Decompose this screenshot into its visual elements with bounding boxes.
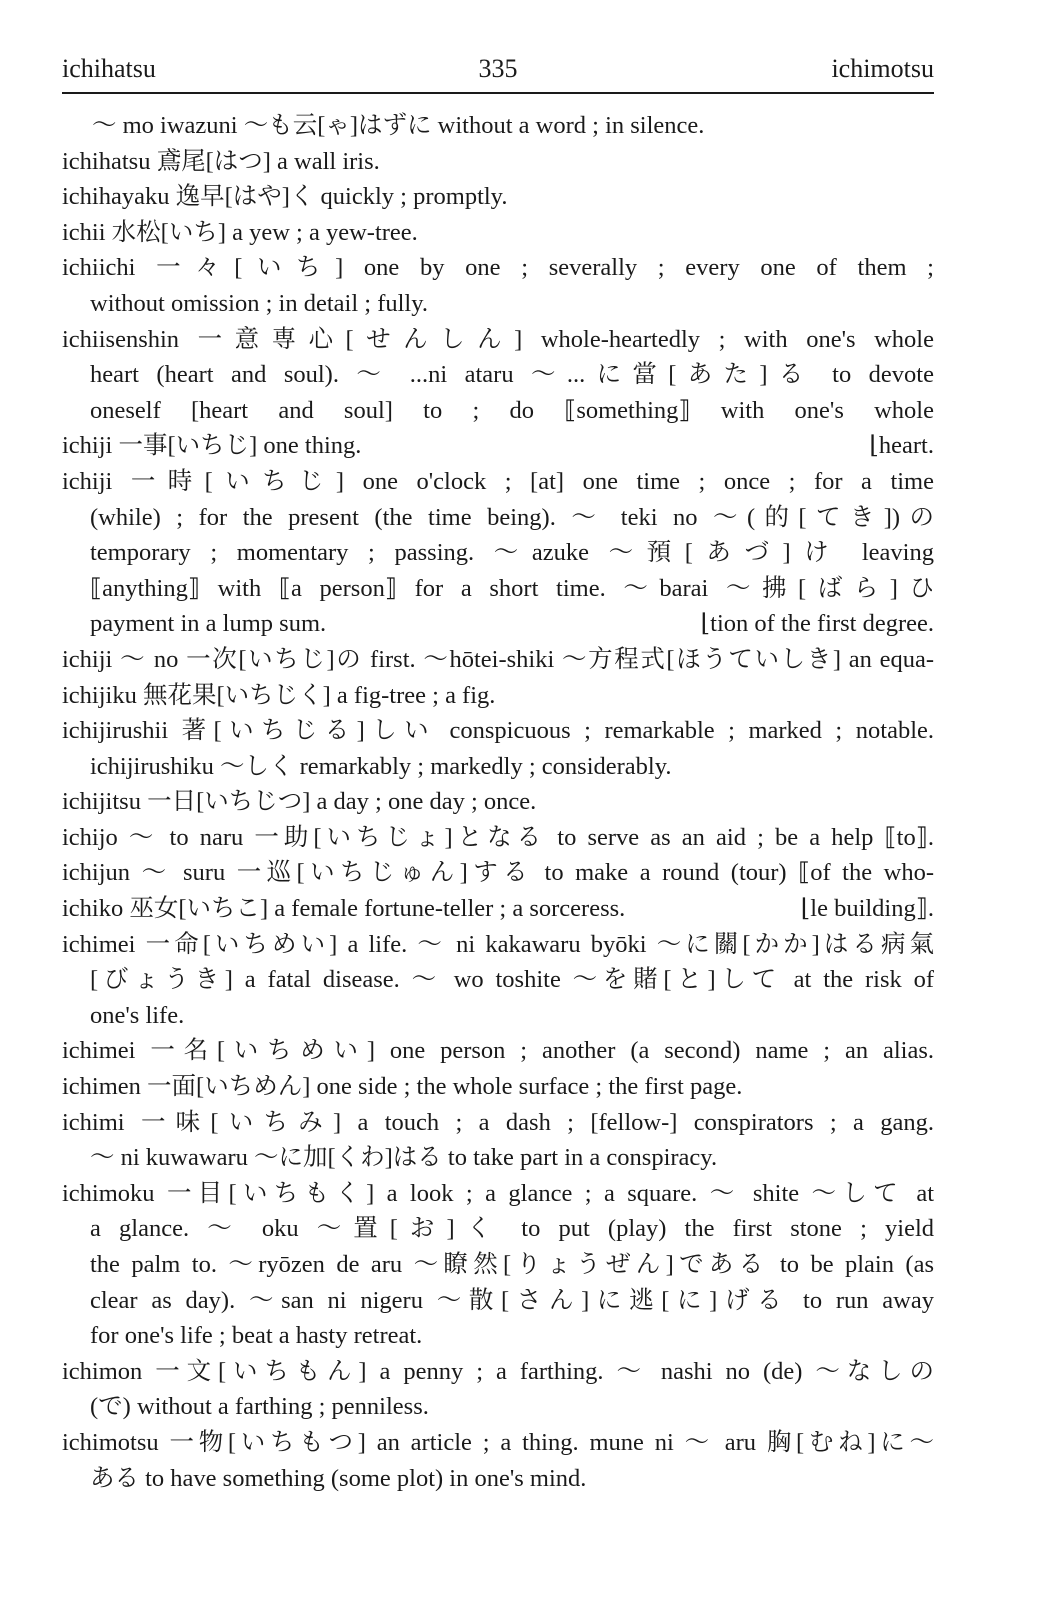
entry-text: heart (heart and soul). ～ ...ni ataru ～...に當[あた]る to devote (90, 361, 934, 389)
entry-line (62, 1069, 934, 1105)
entry-text: ichiko 巫女[いちこ] a female fortune-teller ; a sorceress. (62, 895, 626, 923)
entry-text: ichijitsu 一日[いちじつ] a day ; one day ; once. (62, 788, 537, 816)
entry-line (62, 571, 934, 607)
entry-text: a glance. ～ oku ～置[お]く to put (play) the first stone ; yield (90, 1215, 934, 1243)
entry-text: ichijirushii 著[いちじる]しい conspicuous ; remarkable ; marked ; notable. (62, 717, 934, 745)
entry-text: ～ mo iwazuni ～も云[ゃ]はずに without a word ; in silence. (92, 112, 705, 139)
entry-text: ichimotsu 一物[いちもつ] an article ; a thing. mune ni ～ aru 胸[むね]に～ (62, 1428, 934, 1456)
entry-text: ichimei 一命[いちめい] a life. ～ ni kakawaru byōki ～に關[かか]はる病氣 (62, 930, 934, 958)
entry-text: ichimen 一面[いちめん] one side ; the whole surface ; the first page. (62, 1073, 743, 1101)
entry-line (62, 678, 934, 714)
entry-text: ichimei 一名[いちめい] one person ; another (a second) name ; an alias. (62, 1037, 934, 1065)
entry-line (62, 500, 934, 536)
entry-text: ichiichi 一々[いち] one by one ; severally ; every one of them ; (62, 254, 934, 282)
header-first-entry: ichihatsu (62, 54, 156, 83)
entry-text: [びょうき] a fatal disease. ～ wo toshite ～を賭[と]して at the risk of (90, 966, 934, 994)
entry-line (62, 642, 934, 678)
entry-text: without omission ; in detail ; fully. (90, 289, 428, 317)
entry-line (62, 1389, 934, 1425)
entry-text: ichihatsu 鳶尾[はつ] a wall iris. (62, 147, 380, 175)
entry-line (62, 535, 934, 571)
entry-text: ichiisenshin 一意専心[せんしん] whole-heartedly ; with one's whole (62, 325, 934, 353)
entry-text: payment in a lump sum. (90, 610, 327, 638)
entry-line (62, 855, 934, 891)
entry-line (62, 749, 934, 785)
entry-line (62, 1211, 934, 1247)
entry-text: ある to have something (some plot) in one's mind. (90, 1464, 587, 1492)
entry-line (62, 357, 934, 393)
entry-line (62, 1033, 934, 1069)
entry-text: ichijiku 無花果[いちじく] a fig-tree ; a fig. (62, 681, 496, 709)
entry-line (62, 1105, 934, 1141)
entry-line (62, 1283, 934, 1319)
entry-line (62, 393, 934, 429)
entry-text: ichijun ～ suru 一巡[いちじゅん]する to make a round (tour) ⟦of the who- (62, 859, 934, 887)
entry-line (62, 286, 934, 322)
entry-line (62, 1425, 934, 1461)
entry-line (62, 998, 934, 1034)
entry-line (62, 144, 934, 180)
entry-text: ichihayaku 逸早[はや]く quickly ; promptly. (62, 183, 508, 211)
entry-text: ichijirushiku ～しく remarkably ; markedly ; considerably. (90, 752, 672, 780)
entry-text: clear as day). ～san ni nigeru ～散[さん]に逃[に]げる to run away (90, 1286, 934, 1314)
carryover-text: ⌊heart. (869, 432, 934, 460)
entry-line (62, 784, 934, 820)
entry-line (62, 927, 934, 963)
entry-line (62, 428, 934, 464)
entry-text: one's life. (90, 1001, 185, 1029)
entry-text: (while) ; for the present (the time being). ～ teki no ～(的[てき])の (90, 503, 934, 531)
entry-line (62, 179, 934, 215)
entry-line (62, 1354, 934, 1390)
entry-text: ichii 水松[いち] a yew ; a yew-tree. (62, 218, 418, 246)
entry-line (62, 820, 934, 856)
entry-line (62, 891, 934, 927)
entry-text: ichiji 一事[いちじ] one thing. (62, 432, 362, 460)
entry-text: oneself [heart and soul] to ; do ⟦something⟧ with one's whole (90, 396, 934, 424)
entry-text: ichimi 一味[いちみ] a touch ; a dash ; [fellow-] conspirators ; a gang. (62, 1108, 934, 1136)
entry-line (62, 215, 934, 251)
carryover-text: ⌊le building⟧. (800, 895, 934, 923)
entry-text: ～ ni kuwawaru ～に加[くわ]はる to take part in a conspiracy. (90, 1144, 718, 1172)
entry-line (62, 1461, 934, 1497)
entry-text: (で) without a farthing ; penniless. (90, 1393, 429, 1421)
entry-line (62, 962, 934, 998)
entry-text: ichiji ～ no 一次[いちじ]の first. ～hōtei-shiki ～方程式[ほうていしき] an equa- (62, 645, 934, 673)
entry-line (62, 250, 934, 286)
page-header (62, 52, 934, 94)
entry-text: for one's life ; beat a hasty retreat. (90, 1322, 423, 1350)
page-number: 335 (478, 54, 518, 83)
header-last-entry: ichimotsu (831, 54, 934, 83)
entry-line (62, 322, 934, 358)
entry-text: ichijo ～ to naru 一助[いちじょ]となる to serve as an aid ; be a help ⟦to⟧. (62, 823, 934, 851)
entry-text: ⟦anything⟧ with ⟦a person⟧ for a short time. ～barai ～拂[ばら]ひ (90, 574, 934, 602)
entry-line (62, 108, 934, 144)
entry-line (62, 464, 934, 500)
entry-text: ichiji 一時[いちじ] one o'clock ; [at] one time ; once ; for a time (62, 467, 934, 495)
entry-line (62, 1176, 934, 1212)
carryover-text: ⌊tion of the first degree. (700, 610, 934, 638)
entry-text: ichimoku 一目[いちもく] a look ; a glance ; a square. ～ shite ～して at (62, 1179, 934, 1207)
entry-line (62, 606, 934, 642)
entry-line (62, 713, 934, 749)
dictionary-entries (62, 108, 934, 1496)
entry-text: the palm to. ～ryōzen de aru ～瞭然[りょうぜん]である to be plain (as (90, 1251, 934, 1278)
entry-text: temporary ; momentary ; passing. ～azuke ～預[あづ]け leaving (90, 539, 934, 567)
entry-line (62, 1247, 934, 1283)
entry-line (62, 1318, 934, 1354)
entry-text: ichimon 一文[いちもん] a penny ; a farthing. ～ nashi no (de) ～なしの (62, 1357, 934, 1385)
entry-line (62, 1140, 934, 1176)
